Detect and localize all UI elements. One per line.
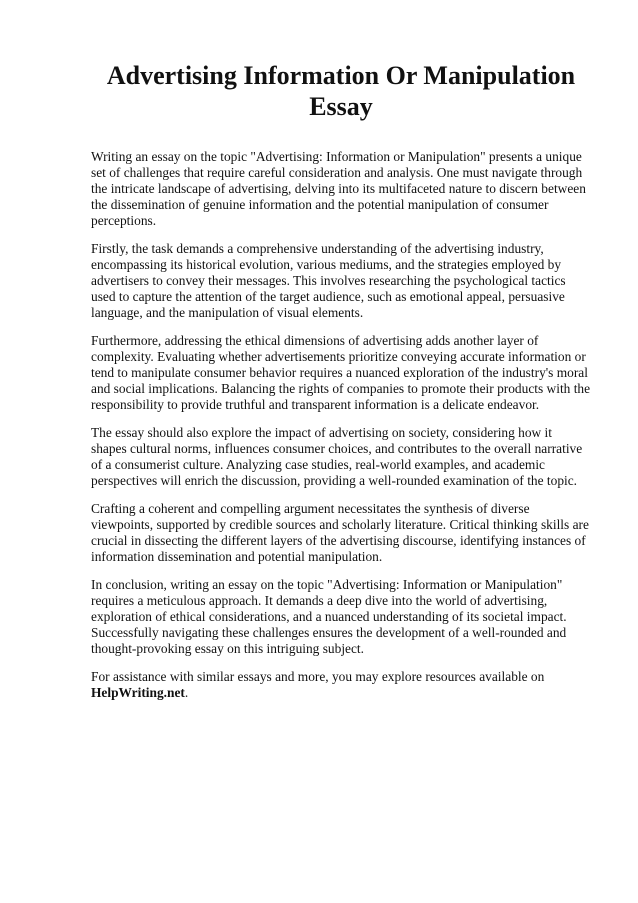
helpwriting-link[interactable]: HelpWriting.net — [91, 685, 185, 700]
link-line — [91, 685, 591, 701]
link-suffix: . — [184, 685, 189, 700]
paragraph-crafting: Crafting a coherent and compelling argument necessitates the synthesis of diverse viewpoints, supported by credible sources and scholarly literature. Critical thinking skills are crucial in dissecting the different layers of the advertising discourse, identifying instances of information dissemination and potential manipulation. — [91, 501, 589, 564]
paragraph-intro: Writing an essay on the topic "Advertising: Information or Manipulation" presents a unique set of challenges that require careful consideration and analysis. One must navigate through the intricate landscape of advertising, delving into its multifaceted nature to discern between the dissemination of genuine information and the potential manipulation of consumer perceptions. — [91, 149, 586, 228]
paragraph-conclusion: In conclusion, writing an essay on the topic "Advertising: Information or Manipulation" requires a meticulous approach. It demands a deep dive into the world of advertising, exploration of ethical considerations, and a nuanced understanding of its societal impact. Successfully navigating these challenges ensures the development of a well-rounded and thought-provoking essay on this intriguing subject. — [91, 577, 567, 656]
paragraph-society-impact: The essay should also explore the impact of advertising on society, considering how it shapes cultural norms, influences consumer choices, and contributes to the overall narrative of a consumerist culture. Analyzing case studies, real-world examples, and academic perspectives will enrich the discussion, providing a well-rounded examination of the topic. — [91, 425, 583, 488]
document-title: Advertising Information Or Manipulation Essay — [106, 61, 576, 121]
paragraph-firstly: Firstly, the task demands a comprehensive understanding of the advertising industry, encompassing its historical evolution, various mediums, and the strategies employed by advertisers to convey their messages. This involves researching the psychological tactics used to capture the attention of the target audience, such as emotional appeal, persuasive language, and the manipulation of visual elements. — [91, 241, 566, 320]
paragraph-furthermore: Furthermore, addressing the ethical dimensions of advertising adds another layer of complexity. Evaluating whether advertisements prioritize conveying accurate information or tend to manipulate consumer behavior requires a nuanced exploration of the industry's moral and social implications. Balancing the rights of companies to promote their products with the responsibility to provide truthful and transparent information is a delicate endeavor. — [91, 333, 591, 412]
paragraph-assistance: For assistance with similar essays and more, you may explore resources available on — [91, 669, 545, 684]
